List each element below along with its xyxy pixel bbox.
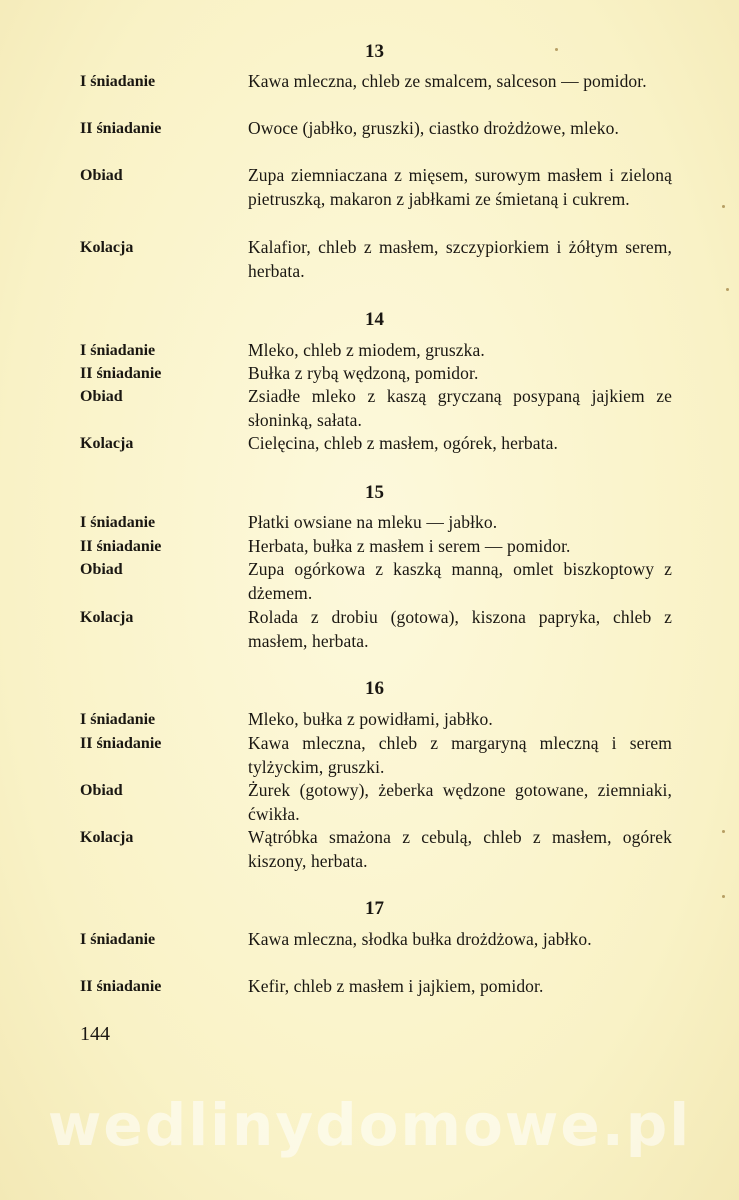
meal-name: Obiad [80,561,123,578]
meal-name: Kolacja [80,239,134,256]
meal-description: Kawa mleczna, chleb ze smalcem, salceson — pomidor. [248,71,647,91]
meal-description: Owoce (jabłko, gruszki), ciastko drożdżowe, mleko. [248,118,619,138]
meal-name: Obiad [80,782,123,799]
meal-name: II śniadanie [80,735,162,752]
page-number: 144 [80,1023,110,1045]
day-number: 13 [365,41,384,62]
meal-description: Kawa mleczna, słodka bułka drożdżowa, jabłko. [248,929,592,949]
meal-description: Zupa ogórkowa z kaszką manną, omlet biszkoptowy z dżemem. [248,559,672,603]
meal-description: Mleko, chleb z miodem, gruszka. [248,340,485,360]
meal-name: Kolacja [80,435,134,452]
meal-description: Kefir, chleb z masłem i jajkiem, pomidor. [248,976,544,996]
meal-description: Bułka z rybą wędzoną, pomidor. [248,363,479,383]
meal-name: I śniadanie [80,931,156,948]
meal-description: Rolada z drobiu (gotowa), kiszona papryka, chleb z masłem, herbata. [248,607,672,651]
paper-speck [555,48,558,51]
meal-name: Kolacja [80,609,134,626]
day-number: 16 [365,678,384,699]
day-number: 14 [365,309,384,330]
meal-description: Mleko, bułka z powidłami, jabłko. [248,709,493,729]
meal-name: I śniadanie [80,73,156,90]
meal-name: II śniadanie [80,538,162,555]
meal-name: I śniadanie [80,514,156,531]
meal-name: I śniadanie [80,342,156,359]
day-number: 15 [365,482,384,503]
meal-name: II śniadanie [80,365,162,382]
paper-speck [722,830,725,833]
meal-description: Wątróbka smażona z cebulą, chleb z masłem, ogórek kiszony, herbata. [248,827,672,871]
paper-speck [726,288,729,291]
meal-description: Kawa mleczna, chleb z margaryną mleczną i serem tylżyckim, gruszki. [248,733,672,777]
meal-description: Żurek (gotowy), żeberka wędzone gotowane, ziemniaki, ćwikła. [248,780,672,824]
meal-description: Herbata, bułka z masłem i serem — pomidor. [248,536,571,556]
meal-name: Kolacja [80,829,134,846]
paper-speck [722,895,725,898]
meal-name: II śniadanie [80,978,162,995]
meal-name: II śniadanie [80,120,162,137]
meal-description: Kalafior, chleb z masłem, szczypiorkiem i żółtym serem, herbata. [248,237,672,281]
day-number: 17 [365,898,384,919]
meal-name: Obiad [80,167,123,184]
meal-description: Zsiadłe mleko z kaszą gryczaną posypaną jajkiem ze słoninką, sałata. [248,386,672,430]
watermark: wedlinydomowe.pl [47,1091,692,1159]
meal-description: Płatki owsiane na mleku — jabłko. [248,512,498,532]
paper-speck [722,205,725,208]
meal-description: Cielęcina, chleb z masłem, ogórek, herbata. [248,433,558,453]
meal-description: Zupa ziemniaczana z mięsem, surowym masłem i zieloną pietruszką, makaron z jabłkami ze śmietaną i cukrem. [248,165,672,209]
meal-name: I śniadanie [80,711,156,728]
meal-name: Obiad [80,388,123,405]
